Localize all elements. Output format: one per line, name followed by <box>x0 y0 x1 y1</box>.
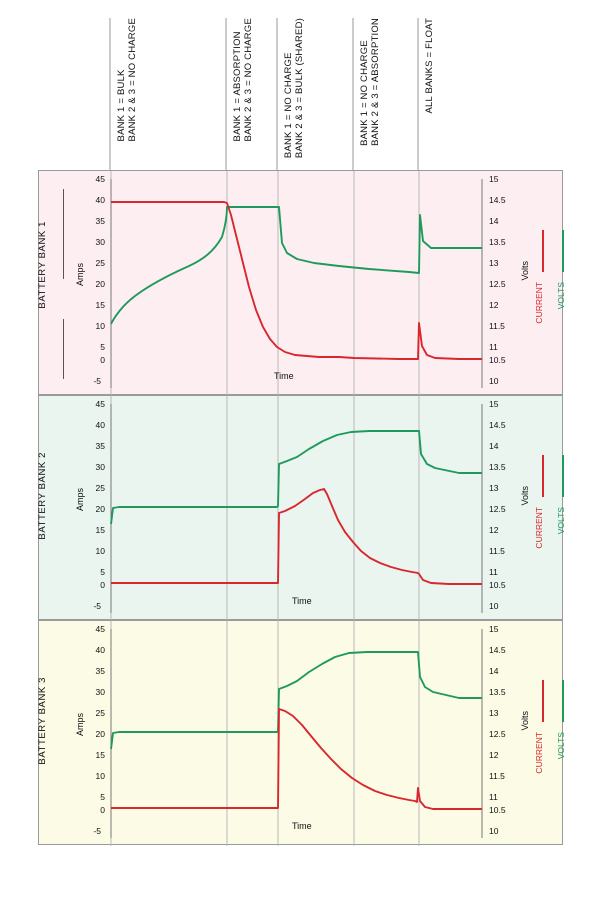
chart-panel-bank-3 <box>38 620 563 845</box>
panel-rule-bottom-1 <box>63 319 64 379</box>
volts-tick-15-2: 15 <box>489 399 499 409</box>
amps-tick-10-1: 10 <box>95 321 105 331</box>
volts-tick-10p5-3: 10.5 <box>489 805 506 815</box>
phase-annotation-band <box>0 0 600 170</box>
legend-current-label-3: CURRENT <box>534 732 544 774</box>
volts-tick-12-3: 12 <box>489 750 499 760</box>
y-axis-label-volts-3: Volts <box>520 711 530 731</box>
volts-tick-13-1: 13 <box>489 258 499 268</box>
volts-tick-12p5-1: 12.5 <box>489 279 506 289</box>
volts-tick-11-2: 11 <box>489 567 498 577</box>
volts-tick-10-1: 10 <box>489 376 499 386</box>
amps-tick-5-2: 5 <box>100 567 105 577</box>
phase-label-2 <box>232 18 254 141</box>
amps-tick-neg5-3: -5 <box>93 826 101 836</box>
volts-tick-14-3: 14 <box>489 666 499 676</box>
chart-panel-bank-1 <box>38 170 563 395</box>
legend-current-swatch-2 <box>542 455 544 497</box>
volts-tick-14-1: 14 <box>489 216 499 226</box>
legend-volts-swatch-1 <box>562 230 564 272</box>
x-axis-label-time-3: Time <box>292 821 312 831</box>
legend-volts-swatch-2 <box>562 455 564 497</box>
amps-tick-neg5-1: -5 <box>93 376 101 386</box>
amps-tick-0-1: 0 <box>100 355 105 365</box>
x-axis-label-time-1: Time <box>274 371 294 381</box>
phase-label-4-line1: BANK 1 = NO CHARGE <box>359 40 370 146</box>
volts-tick-13p5-1: 13.5 <box>489 237 506 247</box>
y-axis-label-volts-1: Volts <box>520 261 530 281</box>
legend-current-label-2: CURRENT <box>534 507 544 549</box>
volts-tick-10p5-1: 10.5 <box>489 355 506 365</box>
y-axis-label-amps-2: Amps <box>75 488 85 512</box>
volts-tick-13-2: 13 <box>489 483 499 493</box>
amps-tick-45-1: 45 <box>95 174 105 184</box>
phase-label-1 <box>116 18 138 141</box>
amps-tick-0-3: 0 <box>100 805 105 815</box>
amps-tick-45-2: 45 <box>95 399 105 409</box>
volts-tick-11-3: 11 <box>489 792 498 802</box>
plot-bank-3 <box>39 621 564 846</box>
amps-tick-15-2: 15 <box>95 525 105 535</box>
amps-tick-0-2: 0 <box>100 580 105 590</box>
y-axis-label-amps-1: Amps <box>75 263 85 287</box>
legend-volts-label-1: VOLTS <box>556 282 566 310</box>
volts-tick-11-1: 11 <box>489 342 498 352</box>
volts-tick-14p5-3: 14.5 <box>489 645 506 655</box>
volts-tick-13-3: 13 <box>489 708 499 718</box>
amps-tick-35-2: 35 <box>95 441 105 451</box>
amps-tick-35-1: 35 <box>95 216 105 226</box>
amps-tick-15-3: 15 <box>95 750 105 760</box>
volts-tick-13p5-2: 13.5 <box>489 462 506 472</box>
panel-rule-top-1 <box>63 189 64 279</box>
volts-tick-13p5-3: 13.5 <box>489 687 506 697</box>
amps-tick-30-2: 30 <box>95 462 105 472</box>
phase-label-3-line1: BANK 1 = NO CHARGE <box>283 52 294 159</box>
volts-tick-11p5-1: 11.5 <box>489 321 505 331</box>
legend-volts-label-2: VOLTS <box>556 507 566 535</box>
panel-label-bank-1: BATTERY BANK 1 <box>37 221 48 309</box>
panel-label-bank-2: BATTERY BANK 2 <box>37 452 48 540</box>
amps-tick-10-3: 10 <box>95 771 105 781</box>
legend-volts-label-3: VOLTS <box>556 732 566 760</box>
phase-label-3-line2: BANK 2 & 3 = BULK (SHARED) <box>294 18 305 159</box>
volts-tick-14-2: 14 <box>489 441 499 451</box>
legend-volts-swatch-3 <box>562 680 564 722</box>
legend-current-swatch-1 <box>542 230 544 272</box>
volts-tick-10-3: 10 <box>489 826 499 836</box>
volts-tick-15-1: 15 <box>489 174 499 184</box>
amps-tick-35-3: 35 <box>95 666 105 676</box>
volts-tick-12p5-2: 12.5 <box>489 504 506 514</box>
phase-label-4 <box>359 18 381 146</box>
amps-tick-30-1: 30 <box>95 237 105 247</box>
volts-tick-11p5-2: 11.5 <box>489 546 505 556</box>
amps-tick-25-3: 25 <box>95 708 105 718</box>
amps-tick-40-1: 40 <box>95 195 105 205</box>
amps-tick-30-3: 30 <box>95 687 105 697</box>
legend-current-swatch-3 <box>542 680 544 722</box>
phase-label-1-line1: BANK 1 = BULK <box>116 69 127 142</box>
legend-bank-1 <box>534 230 598 324</box>
phase-label-5 <box>424 18 435 114</box>
y-axis-label-amps-3: Amps <box>75 713 85 737</box>
volts-tick-12-2: 12 <box>489 525 499 535</box>
amps-tick-20-1: 20 <box>95 279 105 289</box>
amps-tick-40-2: 40 <box>95 420 105 430</box>
legend-bank-2 <box>534 455 598 549</box>
volts-tick-15-3: 15 <box>489 624 499 634</box>
phase-label-4-line2: BANK 2 & 3 = ABSORPTION <box>370 18 381 146</box>
amps-tick-40-3: 40 <box>95 645 105 655</box>
plot-bank-1 <box>39 171 564 396</box>
amps-tick-20-2: 20 <box>95 504 105 514</box>
volts-tick-10-2: 10 <box>489 601 499 611</box>
phase-label-5-line1: ALL BANKS = FLOAT <box>424 18 435 114</box>
volts-tick-10p5-2: 10.5 <box>489 580 506 590</box>
legend-current-label-1: CURRENT <box>534 282 544 324</box>
phase-label-1-line2: BANK 2 & 3 = NO CHARGE <box>127 18 138 142</box>
volts-tick-12p5-3: 12.5 <box>489 729 506 739</box>
amps-tick-5-3: 5 <box>100 792 105 802</box>
volts-tick-14p5-2: 14.5 <box>489 420 506 430</box>
amps-tick-15-1: 15 <box>95 300 105 310</box>
amps-tick-25-1: 25 <box>95 258 105 268</box>
amps-tick-45-3: 45 <box>95 624 105 634</box>
chart-panel-bank-2 <box>38 395 563 620</box>
volts-tick-14p5-1: 14.5 <box>489 195 506 205</box>
legend-bank-3 <box>534 680 598 774</box>
volts-tick-11p5-3: 11.5 <box>489 771 505 781</box>
x-axis-label-time-2: Time <box>292 596 312 606</box>
volts-tick-12-1: 12 <box>489 300 499 310</box>
amps-tick-10-2: 10 <box>95 546 105 556</box>
amps-tick-20-3: 20 <box>95 729 105 739</box>
phase-label-2-line1: BANK 1 = ABSORPTION <box>232 31 243 142</box>
amps-tick-5-1: 5 <box>100 342 105 352</box>
amps-tick-neg5-2: -5 <box>93 601 101 611</box>
panel-label-bank-3: BATTERY BANK 3 <box>37 677 48 765</box>
phase-label-2-line2: BANK 2 & 3 = NO CHARGE <box>243 18 254 142</box>
plot-bank-2 <box>39 396 564 621</box>
amps-tick-25-2: 25 <box>95 483 105 493</box>
phase-label-3 <box>283 18 305 158</box>
y-axis-label-volts-2: Volts <box>520 486 530 506</box>
